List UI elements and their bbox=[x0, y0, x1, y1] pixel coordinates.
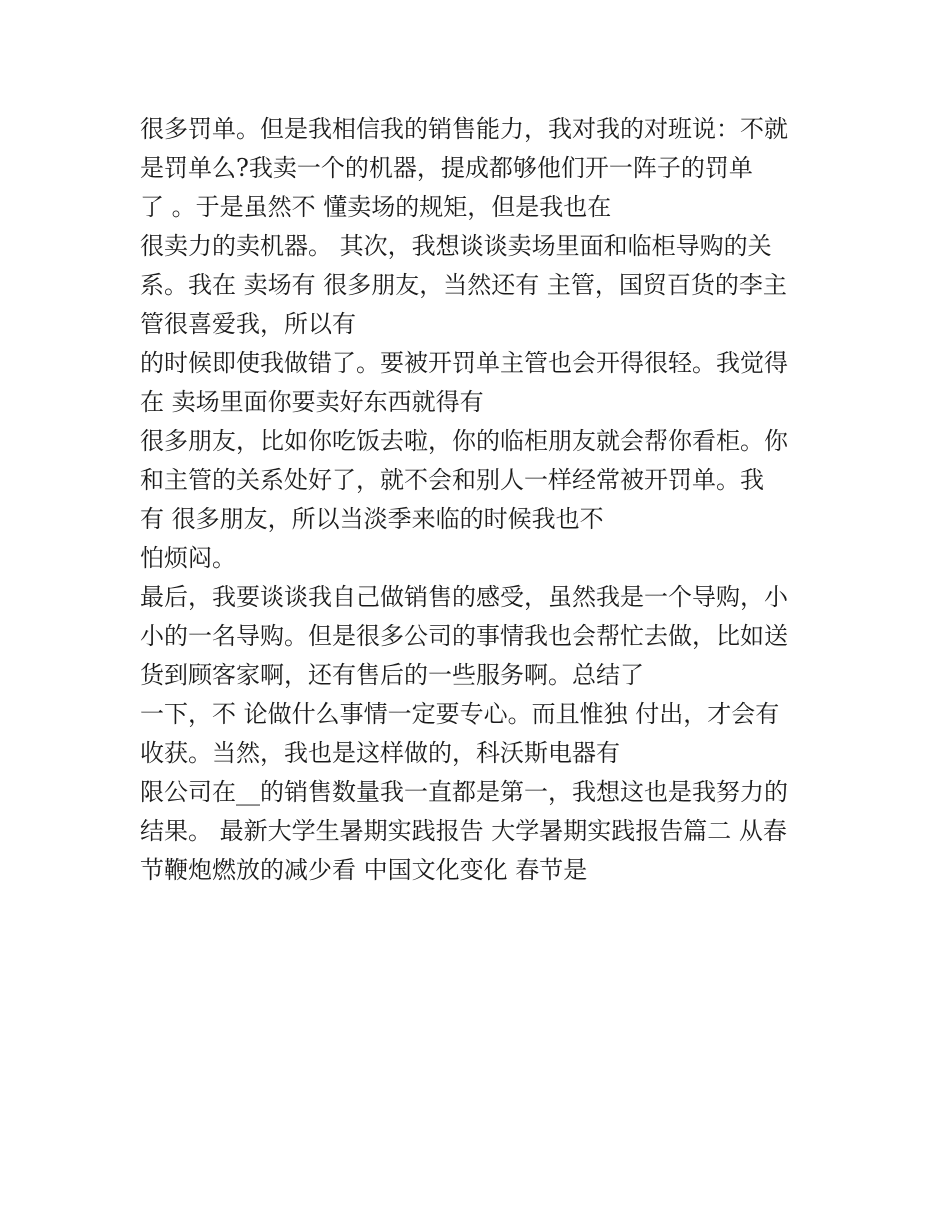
text-line: 很卖力的卖机器。 其次，我想谈谈卖场里面和临柜导购的关 bbox=[140, 232, 772, 260]
text-line: 很多罚单。但是我相信我的销售能力，我对我的对班说：不就 bbox=[140, 115, 788, 143]
text-line: 最后，我要谈谈我自己做销售的感受，虽然我是一个导购，小 bbox=[140, 583, 788, 611]
text-line: 收获。当然，我也是这样做的，科沃斯电器有 bbox=[140, 739, 620, 767]
text-line: 一下，不 论做什么事情一定要专心。而且惟独 付出，才会有 bbox=[140, 700, 780, 728]
text-line: 货到顾客家啊，还有售后的一些服务啊。总结了 bbox=[140, 661, 644, 689]
text-line: 节鞭炮燃放的减少看 中国文化变化 春节是 bbox=[140, 856, 588, 884]
text-line: 了 。于是虽然不 懂卖场的规矩，但是我也在 bbox=[140, 193, 612, 221]
text-line: 有 很多朋友，所以当淡季来临的时候我也不 bbox=[140, 505, 604, 533]
text-line: 和主管的关系处好了，就不会和别人一样经常被开罚单。我 bbox=[140, 466, 764, 494]
text-line: 管很喜爱我，所以有 bbox=[140, 310, 356, 338]
document-body-text bbox=[140, 110, 830, 890]
text-line: 很多朋友，比如你吃饭去啦，你的临柜朋友就会帮你看柜。你 bbox=[140, 427, 788, 455]
text-line: 的时候即使我做错了。要被开罚单主管也会开得很轻。我觉得 bbox=[140, 349, 788, 377]
text-line: 结果。 最新大学生暑期实践报告 大学暑期实践报告篇二 从春 bbox=[140, 817, 787, 845]
text-line: 怕烦闷。 bbox=[140, 544, 236, 572]
text-line: 是罚单么?我卖一个的机器，提成都够他们开一阵子的罚单 bbox=[140, 154, 753, 182]
text-line: 系。我在 卖场有 很多朋友，当然还有 主管，国贸百货的李主 bbox=[140, 271, 787, 299]
text-line: 限公司在__的销售数量我一直都是第一，我想这也是我努力的 bbox=[140, 778, 788, 806]
text-line: 在 卖场里面你要卖好东西就得有 bbox=[140, 388, 484, 416]
text-line: 小的一名导购。但是很多公司的事情我也会帮忙去做，比如送 bbox=[140, 622, 788, 650]
